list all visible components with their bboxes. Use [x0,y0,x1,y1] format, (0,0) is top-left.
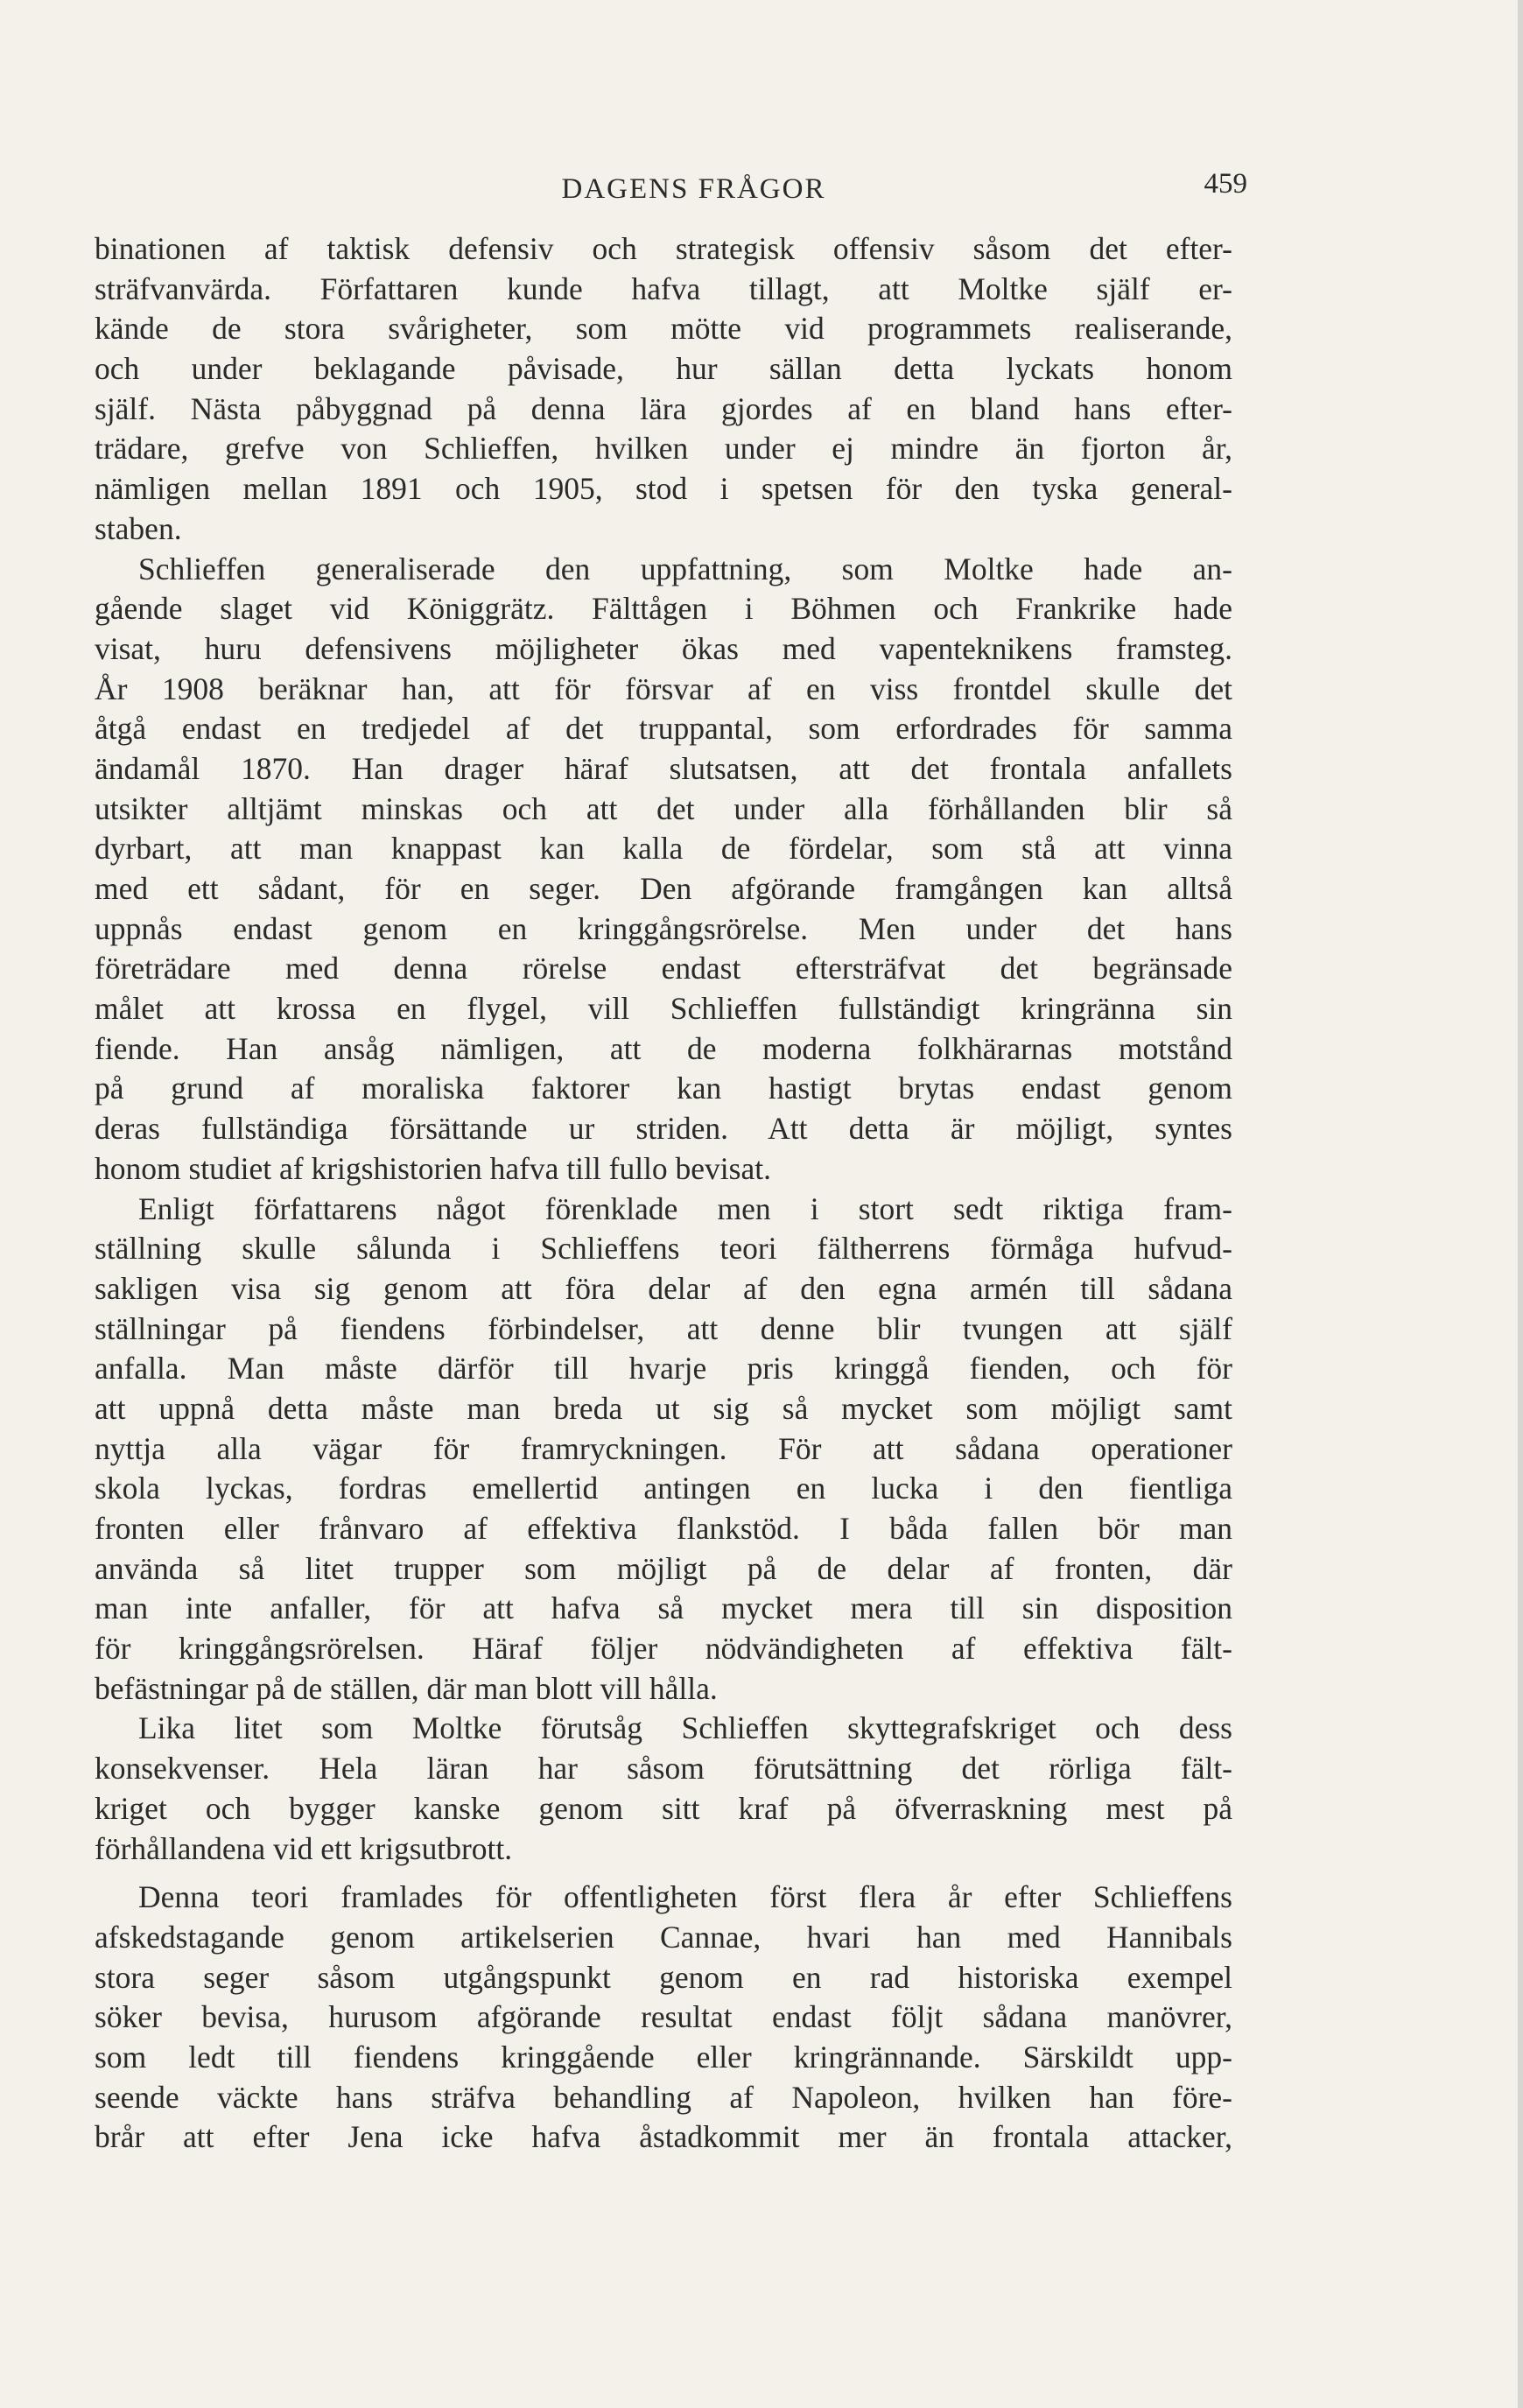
text-line: sträfvanvärda. Författaren kunde hafva tillagt, att Moltke själf er- [95,270,1232,306]
text-line: gående slaget vid Königgrätz. Fälttågen i Böhmen och Frankrike hade [95,591,1232,627]
text-line: honom studiet af krigshistorien hafva till fullo bevisat. [95,1150,771,1186]
paragraph [95,550,1232,1190]
page-header [140,165,1247,217]
text-line: kriget och bygger kanske genom sitt kraf på öfverraskning mest på [95,1790,1232,1826]
text-line: dyrbart, att man knappast kan kalla de fördelar, som stå att vinna [95,831,1232,867]
page-number: 459 [1204,168,1247,200]
text-line: målet att krossa en flygel, vill Schlieffen fullständigt kringränna sin [95,991,1232,1027]
page-edge [1518,0,1523,2408]
text-line: staben. [95,510,182,546]
text-line: företrädare med denna rörelse endast eftersträfvat det begränsade [95,951,1232,986]
text-line: trädare, grefve von Schlieffen, hvilken under ej mindre än fjorton år, [95,431,1232,467]
text-line: och under beklagande påvisade, hur sällan detta lyckats honom [95,351,1232,387]
text-line: seende väckte hans sträfva behandling af Napoleon, hvilken han före- [95,2079,1232,2115]
text-line: anfalla. Man måste därför till hvarje pris kringgå fienden, och för [95,1351,1232,1387]
text-line: på grund af moraliska faktorer kan hastigt brytas endast genom [95,1071,1232,1106]
paragraph [95,1190,1232,1709]
text-line: afskedstagande genom artikelserien Cannae, hvari han med Hannibals [95,1919,1232,1955]
text-line: kände de stora svårigheter, som mötte vid programmets realiserande, [95,311,1232,347]
text-line: Lika litet som Moltke förutsåg Schlieffen skyttegrafskriget och dess [138,1710,1232,1746]
paragraph [95,1709,1232,1869]
text-line: uppnås endast genom en kringgångsrörelse. Men under det hans [95,910,1232,946]
text-line: med ett sådant, för en seger. Den afgörande framgången kan alltså [95,871,1232,906]
body-text [95,229,1232,2158]
text-line: fronten eller frånvaro af effektiva flankstöd. I båda fallen bör man [95,1511,1232,1546]
text-line: Enligt författarens något förenklade men i stort sedt riktiga fram- [138,1190,1232,1226]
text-line: förhållandena vid ett krigsutbrott. [95,1830,513,1866]
text-line: visat, huru defensivens möjligheter ökas med vapenteknikens framsteg. [95,630,1232,666]
text-line: Schlieffen generaliserade den uppfattning, som Moltke hade an- [138,551,1232,586]
text-line: nämligen mellan 1891 och 1905, stod i spetsen för den tyska general- [95,471,1232,507]
text-line: År 1908 beräknar han, att för försvar af en viss frontdel skulle det [95,670,1232,706]
text-line: Denna teori framlades för offentligheten först flera år efter Schlieffens [138,1879,1232,1915]
text-line: befästningar på de ställen, där man blott vill hålla. [95,1670,718,1706]
text-line: konsekvenser. Hela läran har såsom förutsättning det rörliga fält- [95,1751,1232,1787]
paragraph [95,229,1232,550]
text-line: söker bevisa, hurusom afgörande resultat endast följt sådana manövrer, [95,1999,1232,2035]
text-line: för kringgångsrörelsen. Häraf följer nödvändigheten af effektiva fält- [95,1631,1232,1667]
text-line: åtgå endast en tredjedel af det truppantal, som erfordrades för samma [95,711,1232,747]
text-line: deras fullständiga försättande ur striden. Att detta är möjligt, syntes [95,1111,1232,1147]
text-line: ställning skulle sålunda i Schlieffens teori fältherrens förmåga hufvud- [95,1231,1232,1267]
text-line: utsikter alltjämt minskas och att det under alla förhållanden blir så [95,790,1232,826]
text-line: binationen af taktisk defensiv och strategisk offensiv såsom det efter- [95,231,1232,266]
text-line: fiende. Han ansåg nämligen, att de moderna folkhärarnas motstånd [95,1030,1232,1066]
text-line: att uppnå detta måste man breda ut sig så mycket som möjligt samt [95,1390,1232,1426]
text-line: sakligen visa sig genom att föra delar af den egna armén till sådana [95,1270,1232,1306]
text-line: brår att efter Jena icke hafva åstadkommit mer än frontala attacker, [95,2119,1232,2155]
text-line: ändamål 1870. Han drager häraf slutsatsen, att det frontala anfallets [95,750,1232,786]
paragraph [95,1878,1232,2158]
text-line: man inte anfaller, för att hafva så mycket mera till sin disposition [95,1590,1232,1626]
text-line: som ledt till fiendens kringgående eller kringrännande. Särskildt upp- [95,2039,1232,2075]
text-line: stora seger såsom utgångspunkt genom en rad historiska exempel [95,1959,1232,1995]
text-line: nyttja alla vägar för framryckningen. För att sådana operationer [95,1430,1232,1466]
text-line: använda så litet trupper som möjligt på de delar af fronten, där [95,1550,1232,1586]
running-title: DAGENS FRÅGOR [561,173,826,205]
text-line: själf. Nästa påbyggnad på denna lära gjordes af en bland hans efter- [95,390,1232,426]
text-line: ställningar på fiendens förbindelser, att denne blir tvungen att själf [95,1310,1232,1346]
text-line: skola lyckas, fordras emellertid antingen en lucka i den fientliga [95,1471,1232,1506]
